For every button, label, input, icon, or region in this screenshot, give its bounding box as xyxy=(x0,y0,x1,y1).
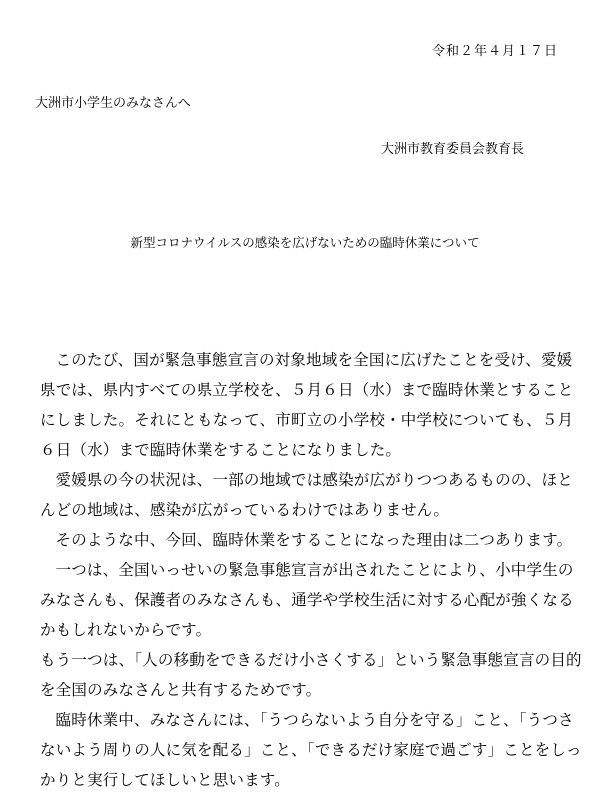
paragraph-5: もう一つは、「人の移動をできるだけ小さくする」という緊急事態宣言の目的を全国のみなさんと共有するためです。 xyxy=(40,651,582,699)
paragraph-2: 愛媛県の今の状況は、一部の地域では感染が広がりつつあるものの、ほとんどの地域は、感染が広がっているわけではありません。 xyxy=(40,471,573,519)
paragraph-3: そのような中、今回、臨時休業をすることになった理由は二つあります。 xyxy=(55,531,573,549)
letter-addressee: 大洲市小学生のみなさんへ xyxy=(35,96,191,111)
letter-sender: 大洲市教育委員会教育長 xyxy=(380,142,524,157)
paragraph-1: このたび、国が緊急事態宣言の対象地域を全国に広げたことを受け、愛媛県では、県内すべての県立学校を、５月６日（水）まで臨時休業とすることにしました。それにともなって、市町立の小学校・中学校についても、５月６日（水）まで臨時休業をすることになりました。 xyxy=(40,351,574,459)
letter-title: 新型コロナウイルスの感染を広げないための臨時休業について xyxy=(130,235,480,250)
paragraph-4: 一つは、全国いっせいの緊急事態宣言が出されたことにより、小中学生のみなさんも、保護者のみなさんも、通学や学校生活に対する心配が強くなるかもしれないからです。 xyxy=(40,561,574,639)
paragraph-6: 臨時休業中、みなさんには、「うつらないよう自分を守る」こと、「うつさないよう周りの人に気を配る」こと、「できるだけ家庭で過ごす」ことをしっかりと実行してほしいと思います。 xyxy=(40,711,582,789)
letter-date: 令和２年４月１７日 xyxy=(431,44,558,59)
letter-body xyxy=(40,345,585,795)
